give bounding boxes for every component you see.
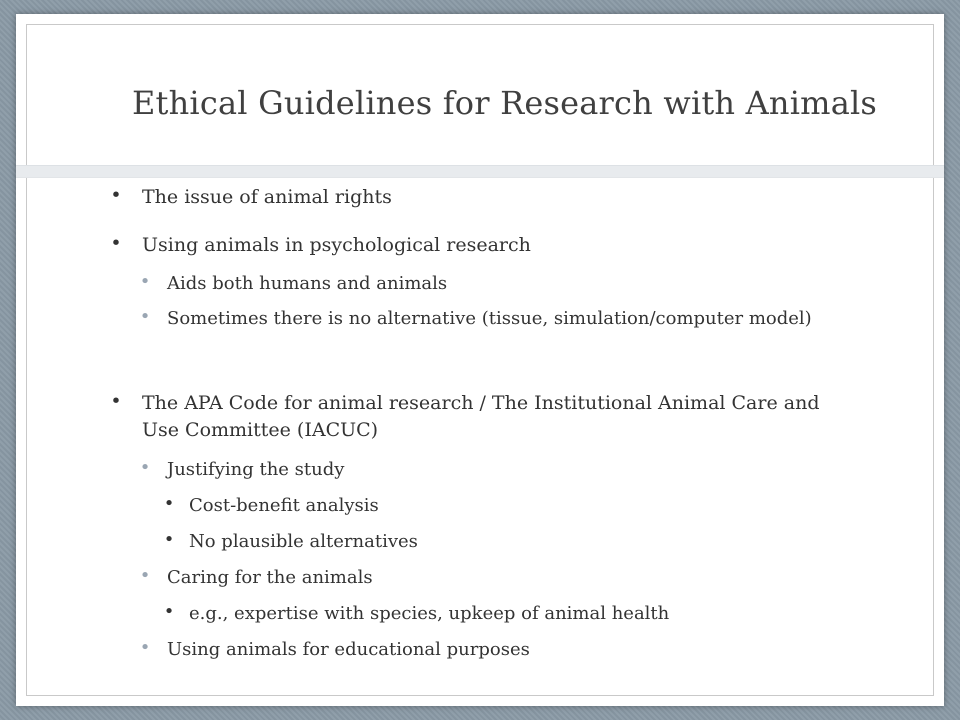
bullet-text: No plausible alternatives (189, 531, 418, 552)
bullet-dot-icon: • (163, 493, 175, 514)
bullet-text: The issue of animal rights (142, 186, 392, 208)
bullet-text: Sometimes there is no alternative (tissue, simulation/computer model) (167, 308, 812, 329)
slide (16, 14, 944, 706)
subbullet-educational (139, 637, 857, 663)
bullet-dot-icon: • (110, 184, 122, 206)
bullet-text: Justifying the study (167, 459, 345, 480)
bullet-text: Using animals for educational purposes (167, 639, 530, 660)
bullet-text: Cost-benefit analysis (189, 495, 379, 516)
bullet-dot-icon: • (110, 232, 122, 254)
subbullet-no-alternative (139, 306, 857, 332)
bullet-text: Caring for the animals (167, 567, 373, 588)
subbullet-aids-both (139, 271, 857, 297)
bullet-dot-icon: • (110, 390, 122, 412)
bullet-apa-code (110, 390, 862, 444)
bullet-dot-icon: • (163, 529, 175, 550)
slide-title: Ethical Guidelines for Research with Animals (132, 84, 878, 122)
bullet-dot-icon: • (139, 271, 151, 292)
bullet-dot-icon: • (139, 457, 151, 478)
bullet-dot-icon: • (139, 565, 151, 586)
subsubbullet-no-plausible (163, 529, 859, 555)
bullet-using-animals (110, 232, 862, 259)
bullet-dot-icon: • (139, 637, 151, 658)
title-area (16, 14, 944, 166)
bullet-animal-rights (110, 184, 862, 211)
bullet-text: The APA Code for animal research / The Institutional Animal Care and Use Committee (IACUC) (142, 392, 820, 441)
title-divider (16, 165, 944, 178)
bullet-dot-icon: • (139, 306, 151, 327)
subsubbullet-expertise (163, 601, 859, 627)
bullet-text: Using animals in psychological research (142, 234, 531, 256)
subsubbullet-cost-benefit (163, 493, 859, 519)
bullet-dot-icon: • (163, 601, 175, 622)
bullet-text: Aids both humans and animals (167, 273, 448, 294)
subbullet-caring (139, 565, 857, 591)
bullet-text: e.g., expertise with species, upkeep of animal health (189, 603, 670, 624)
subbullet-justifying (139, 457, 857, 483)
